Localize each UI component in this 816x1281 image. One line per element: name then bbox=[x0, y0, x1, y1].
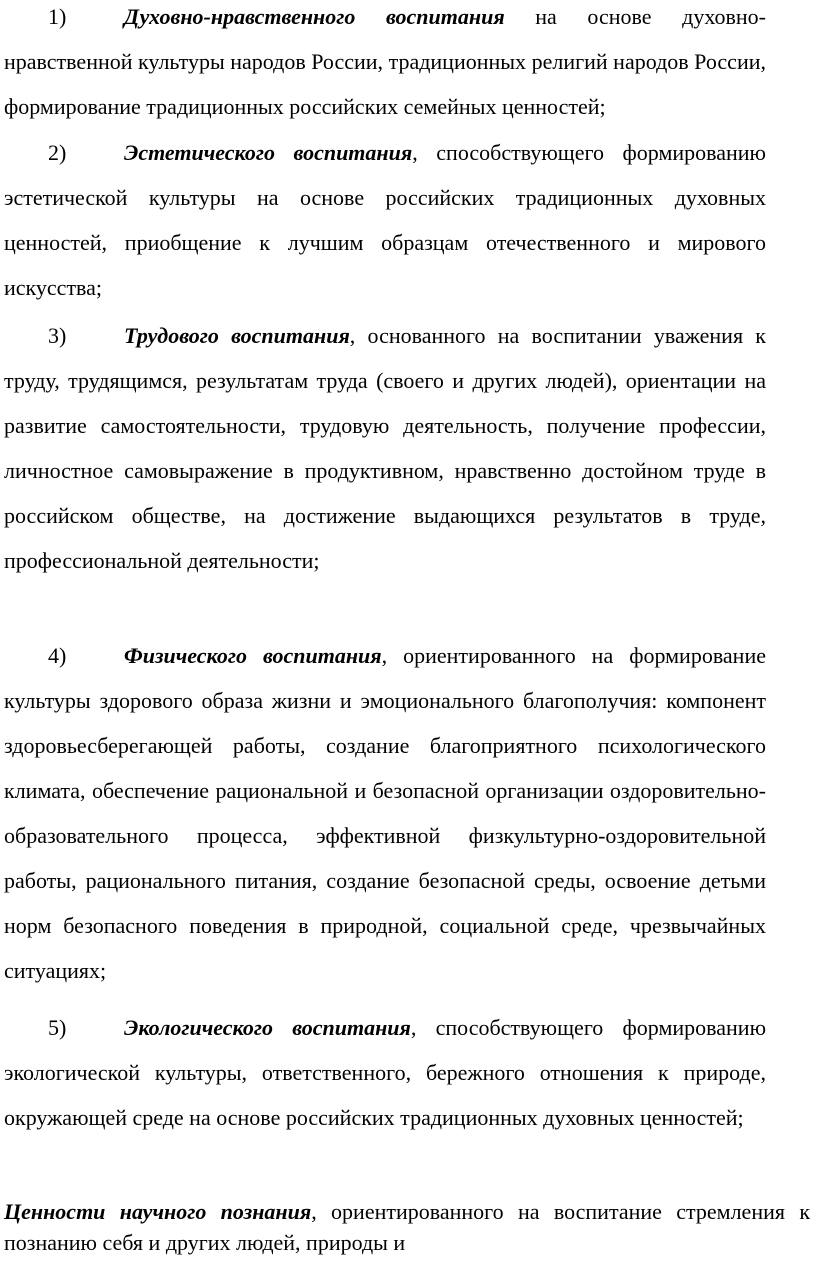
paragraph-text: , способствующего формированию экологической культуры, ответственного, бережного отношения к природе, окружающей среде на основе российских традиционных духовных ценностей; bbox=[4, 1015, 767, 1130]
paragraph-term: Духовно-нравственного воспитания bbox=[124, 4, 505, 29]
paragraph-text: , ориентированного на формирование культуры здорового образа жизни и эмоционального благополучия: компонент здоровьесберегающей работы, создание благоприятного психологического климата, обеспечение рациональной и безопасной организации оздоровительно-образовательного процесса, эффективной физкультурно-оздоровительной работы, рационального питания, создание безопасной среды, освоение детьми норм безопасного поведения в природной, социальной среде, чрезвычайных ситуациях; bbox=[4, 643, 766, 983]
paragraph-5 bbox=[4, 1005, 766, 1140]
paragraph-number: 5) bbox=[48, 1015, 67, 1040]
paragraph-text: , основанного на воспитании уважения к труду, трудящимся, результатам труда (своего и других людей), ориентации на развитие самостоятельности, трудовую деятельность, получение профессии, личностное самовыражение в продуктивном, нравственно достойном труде в российском обществе, на достижение выдающихся результатов в труде, профессиональной деятельности; bbox=[4, 323, 766, 573]
paragraph-number: 4) bbox=[48, 643, 67, 668]
paragraph-term: Трудового воспитания bbox=[124, 323, 350, 348]
paragraph-4 bbox=[4, 633, 766, 993]
paragraph-text: , ориентированного на воспитание стремления к познанию себя и других людей, природы и bbox=[4, 1199, 811, 1255]
paragraph-3 bbox=[4, 313, 766, 583]
paragraph-term: Эстетического воспитания bbox=[124, 140, 413, 165]
paragraph-final bbox=[4, 1196, 810, 1258]
paragraph-1 bbox=[4, 0, 766, 129]
paragraph-term: Физического воспитания bbox=[124, 643, 382, 668]
paragraph-number: 1) bbox=[48, 4, 67, 29]
paragraph-text: , способствующего формированию эстетической культуры на основе российских традиционных духовных ценностей, приобщение к лучшим образцам отечественного и мирового искусства; bbox=[4, 140, 766, 300]
paragraph-2 bbox=[4, 130, 766, 310]
paragraph-text: на основе духовно-нравственной культуры народов России, традиционных религий народов России, формирование традиционных российских семейных ценностей; bbox=[4, 4, 767, 119]
paragraph-term: Ценности научного познания bbox=[4, 1199, 312, 1224]
paragraph-number: 2) bbox=[48, 140, 67, 165]
paragraph-term: Экологического воспитания bbox=[124, 1015, 411, 1040]
paragraph-number: 3) bbox=[48, 323, 67, 348]
